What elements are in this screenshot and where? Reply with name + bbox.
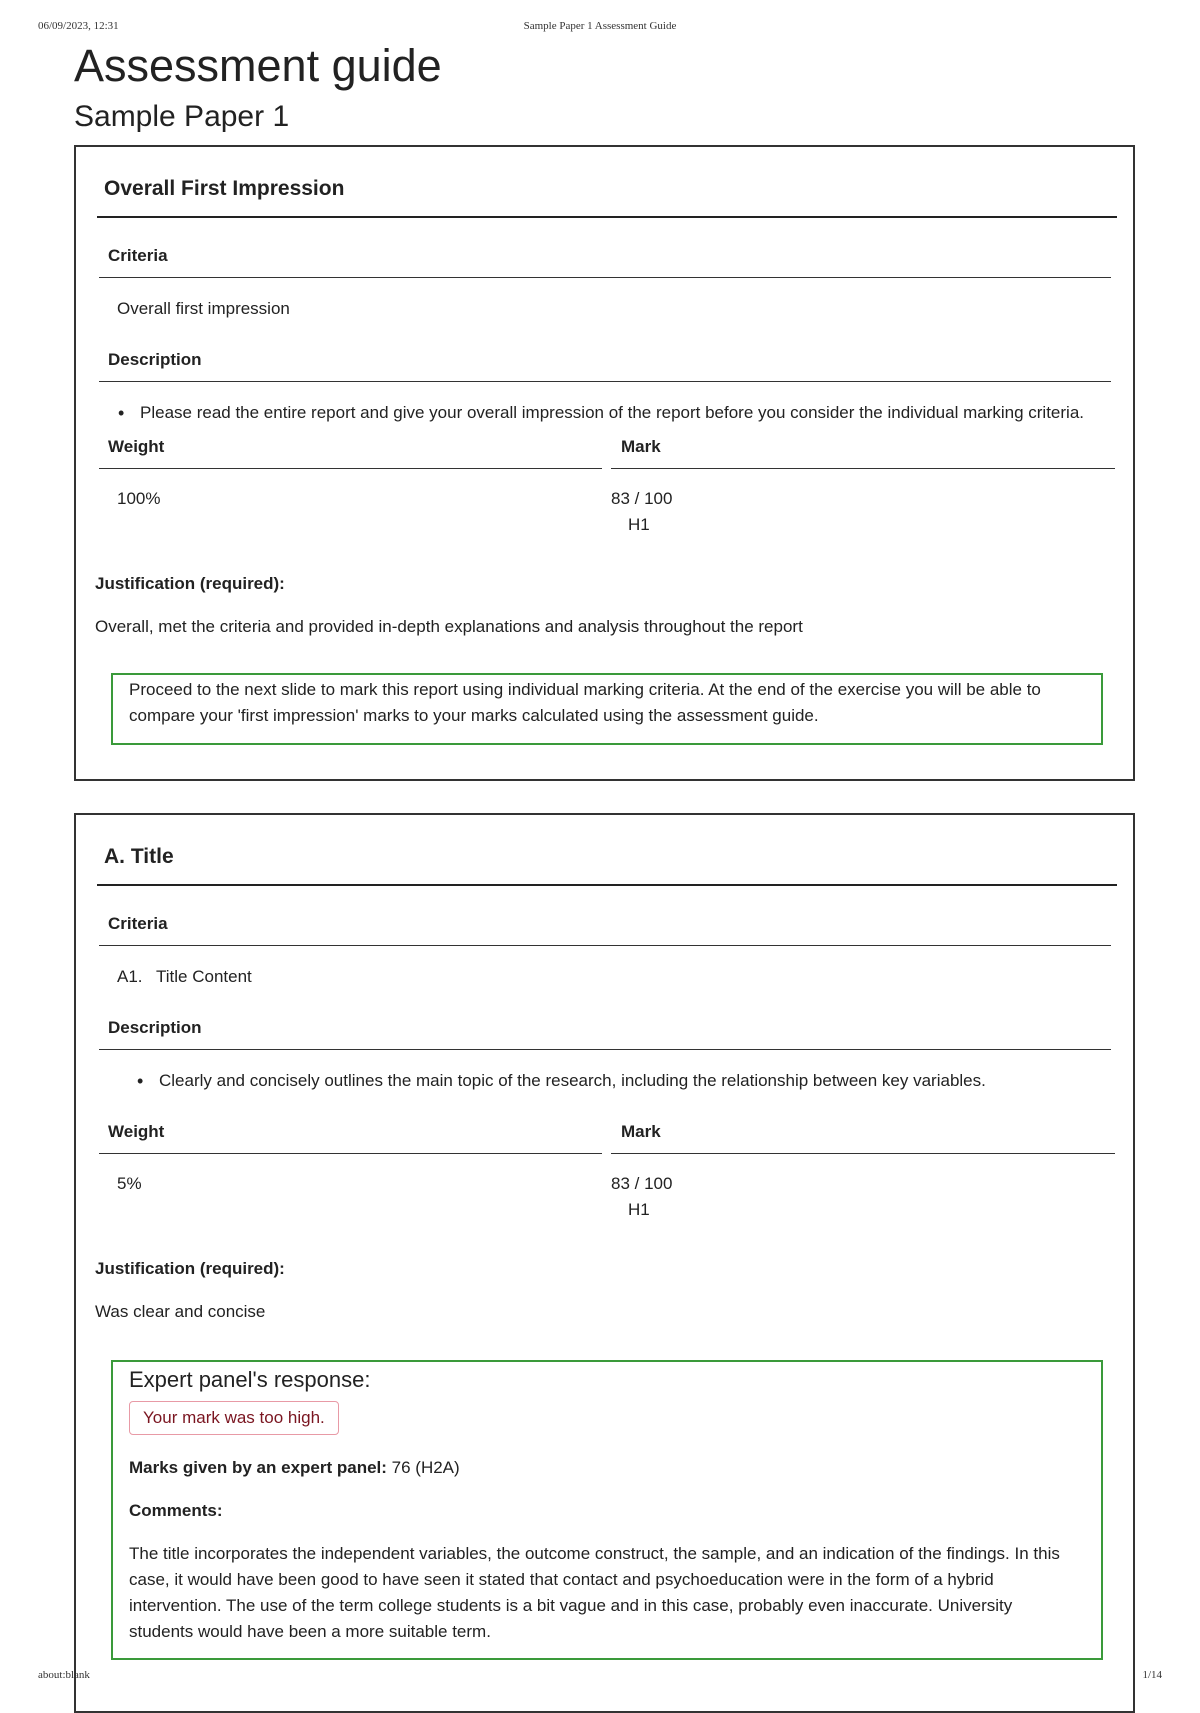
criteria-rule [99, 277, 1111, 278]
criteria-label: Criteria [108, 914, 168, 933]
info-note-line-1: Proceed to the next slide to mark this report using individual marking criteria. At the end of the exercise you will be able to [129, 680, 1041, 699]
weight-label: Weight [108, 1122, 165, 1141]
print-page-title: Sample Paper 1 Assessment Guide [523, 20, 677, 32]
criteria-label: Criteria [108, 246, 168, 265]
mark-label: Mark [621, 1122, 661, 1141]
comments-line-3: intervention. The use of the term college students is a bit vague and in this case, probably even inaccurate. University [129, 1596, 1013, 1615]
weight-label: Weight [108, 437, 165, 456]
info-note-box [111, 673, 1103, 745]
justification-text: Overall, met the criteria and provided in-depth explanations and analysis throughout the report [95, 617, 803, 636]
criteria-code: A1. [117, 967, 143, 986]
heading-rule [97, 884, 1117, 886]
criteria-text: Title Content [156, 967, 252, 986]
mark-rule [611, 468, 1115, 469]
criteria-rule [99, 945, 1111, 946]
description-rule [99, 381, 1111, 382]
print-datetime: 06/09/2023, 12:31 [38, 20, 119, 32]
weight-rule [99, 1153, 602, 1154]
justification-label: Justification (required): [95, 574, 285, 593]
section-a-title [74, 813, 1135, 1713]
expert-marks-label: Marks given by an expert panel: [129, 1458, 387, 1477]
justification-label: Justification (required): [95, 1259, 285, 1278]
description-rule [99, 1049, 1111, 1050]
print-url: about:blank [38, 1669, 90, 1681]
comments-label: Comments: [129, 1501, 223, 1520]
description-bullet: • Clearly and concisely outlines the main topic of the research, including the relationship between key variables. [159, 1071, 986, 1091]
expert-marks-row [129, 1458, 460, 1478]
justification-text: Was clear and concise [95, 1302, 266, 1321]
weight-rule [99, 468, 602, 469]
page-subtitle: Sample Paper 1 [74, 100, 290, 133]
page-title: Assessment guide [74, 40, 442, 91]
description-bullet: • Please read the entire report and give your overall impression of the report before you consider the individual marking criteria. [140, 403, 1084, 423]
print-page-number: 1/14 [1142, 1669, 1162, 1681]
mark-feedback-alert: Your mark was too high. [129, 1401, 339, 1435]
mark-rule [611, 1153, 1115, 1154]
weight-value: 5% [117, 1174, 142, 1193]
section-heading: A. Title [104, 845, 174, 868]
mark-grade: H1 [628, 1200, 650, 1219]
info-note-line-2: compare your 'first impression' marks to your marks calculated using the assessment guide. [129, 706, 819, 725]
expert-response-box [111, 1360, 1103, 1660]
mark-label: Mark [621, 437, 661, 456]
expert-marks-value: 76 (H2A) [386, 1458, 460, 1477]
mark-score: 83 / 100 [611, 489, 673, 508]
comments-line-2: case, it would have been good to have seen it stated that contact and psychoeducation were in the form of a hybrid [129, 1570, 994, 1589]
mark-score: 83 / 100 [611, 1174, 673, 1193]
comments-line-1: The title incorporates the independent variables, the outcome construct, the sample, and an indication of the findings. In this [129, 1544, 1060, 1563]
description-label: Description [108, 350, 202, 369]
comments-line-4: students would have been a more suitable term. [129, 1622, 491, 1641]
weight-value: 100% [117, 489, 161, 508]
section-overall-first-impression [74, 145, 1135, 781]
criteria-text: Overall first impression [117, 299, 290, 318]
mark-grade: H1 [628, 515, 650, 534]
section-heading: Overall First Impression [104, 177, 345, 200]
expert-response-heading: Expert panel's response: [129, 1367, 371, 1392]
description-label: Description [108, 1018, 202, 1037]
heading-rule [97, 216, 1117, 218]
